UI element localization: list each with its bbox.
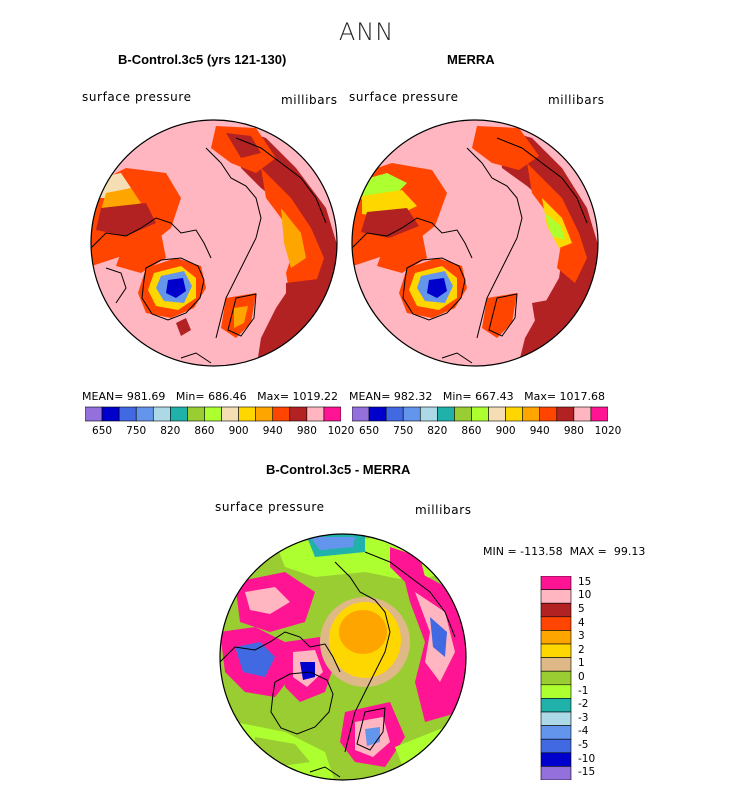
colorbar-tick-label: -3: [578, 711, 589, 724]
colorbar-swatch: [574, 407, 591, 421]
panel-1-stats: MEAN= 981.69 Min= 686.46 Max= 1019.22: [82, 390, 339, 403]
colorbar-tick-label: 0: [578, 671, 585, 683]
colorbar-swatch: [541, 658, 571, 672]
colorbar-tick-label: 5: [578, 603, 585, 615]
colorbar-swatch: [523, 407, 540, 421]
colorbar-tick-label: -2: [578, 698, 589, 711]
colorbar-swatch: [454, 407, 471, 421]
colorbar-tick-label: 10: [578, 589, 592, 602]
colorbar-tick-label: 3: [578, 630, 585, 643]
colorbar-swatch: [541, 576, 571, 590]
colorbar-tick-label: -4: [578, 725, 589, 738]
colorbar-swatch: [541, 766, 571, 780]
colorbar-tick-label: 1: [578, 657, 585, 670]
colorbar-swatch: [541, 726, 571, 740]
colorbar-model-labels: [85, 425, 355, 439]
colorbar-swatch: [471, 407, 488, 421]
colorbar-tick-label: 4: [578, 616, 585, 629]
colorbar-swatch: [204, 407, 221, 421]
colorbar-merra: [352, 406, 608, 422]
panel-1-title: B-Control.3c5 (yrs 121-130): [118, 52, 287, 67]
colorbar-swatch: [119, 407, 136, 421]
colorbar-tick-label: 860: [461, 425, 482, 437]
colorbar-swatch: [352, 407, 369, 421]
colorbar-swatch: [170, 407, 187, 421]
colorbar-tick-label: 900: [228, 425, 249, 437]
colorbar-swatch: [591, 407, 608, 421]
colorbar-tick-label: 940: [262, 425, 283, 437]
colorbar-tick-label: 1020: [594, 425, 622, 437]
colorbar-tick-label: 650: [92, 425, 113, 437]
diff-panel-stats: MIN = -113.58 MAX = 99.13: [483, 545, 646, 558]
colorbar-swatch: [222, 407, 239, 421]
colorbar-tick-label: 15: [578, 575, 592, 588]
colorbar-swatch: [557, 407, 574, 421]
colorbar-swatch: [541, 644, 571, 658]
panel-2-title: MERRA: [447, 52, 495, 67]
colorbar-swatch: [153, 407, 170, 421]
colorbar-tick-label: 900: [495, 425, 516, 437]
colorbar-model: [85, 406, 341, 422]
colorbar-tick-label: -1: [578, 684, 589, 697]
panel-1-variable: surface pressure: [82, 90, 192, 104]
polar-map-model: [86, 108, 342, 378]
colorbar-swatch: [85, 407, 102, 421]
colorbar-tick-label: 2: [578, 643, 585, 656]
colorbar-tick-label: 940: [529, 425, 550, 437]
colorbar-difference-labels: [578, 576, 618, 780]
colorbar-tick-label: -10: [578, 752, 596, 765]
colorbar-swatch: [541, 698, 571, 712]
polar-map-difference: [215, 522, 471, 788]
colorbar-swatch: [136, 407, 153, 421]
colorbar-swatch: [541, 617, 571, 631]
colorbar-tick-label: 980: [296, 425, 317, 437]
diff-panel-variable: surface pressure: [215, 500, 325, 514]
colorbar-tick-label: -15: [578, 766, 596, 779]
colorbar-tick-label: -5: [578, 739, 589, 751]
panel-1-units: millibars: [281, 93, 338, 107]
colorbar-swatch: [541, 753, 571, 767]
colorbar-swatch: [420, 407, 437, 421]
colorbar-merra-labels: [352, 425, 622, 439]
colorbar-swatch: [541, 739, 571, 753]
colorbar-swatch: [541, 671, 571, 685]
colorbar-tick-label: 750: [126, 425, 147, 437]
colorbar-tick-label: 820: [160, 425, 181, 437]
diff-panel-units: millibars: [415, 503, 472, 517]
colorbar-swatch: [541, 712, 571, 726]
panel-2-variable: surface pressure: [349, 90, 459, 104]
colorbar-tick-label: 820: [427, 425, 448, 437]
colorbar-swatch: [489, 407, 506, 421]
colorbar-swatch: [540, 407, 557, 421]
colorbar-swatch: [290, 407, 307, 421]
colorbar-tick-label: 980: [563, 425, 584, 437]
colorbar-difference: [540, 576, 572, 780]
colorbar-swatch: [437, 407, 454, 421]
colorbar-tick-label: 650: [359, 425, 380, 437]
colorbar-swatch: [506, 407, 523, 421]
colorbar-swatch: [541, 603, 571, 617]
panel-2-units: millibars: [548, 93, 605, 107]
colorbar-swatch: [187, 407, 204, 421]
diff-panel-title: B-Control.3c5 - MERRA: [266, 462, 411, 477]
colorbar-tick-label: 750: [393, 425, 414, 437]
colorbar-swatch: [102, 407, 119, 421]
colorbar-swatch: [273, 407, 290, 421]
colorbar-swatch: [386, 407, 403, 421]
colorbar-swatch: [541, 685, 571, 699]
colorbar-swatch: [541, 630, 571, 644]
panel-2-stats: MEAN= 982.32 Min= 667.43 Max= 1017.68: [349, 390, 606, 403]
colorbar-swatch: [541, 590, 571, 604]
colorbar-swatch: [403, 407, 420, 421]
colorbar-tick-label: 1020: [327, 425, 355, 437]
colorbar-tick-label: 860: [194, 425, 215, 437]
colorbar-swatch: [239, 407, 256, 421]
colorbar-swatch: [256, 407, 273, 421]
colorbar-swatch: [307, 407, 324, 421]
colorbar-swatch: [369, 407, 386, 421]
figure-title: ANN: [338, 18, 395, 46]
polar-map-merra: [347, 108, 603, 378]
colorbar-swatch: [324, 407, 341, 421]
